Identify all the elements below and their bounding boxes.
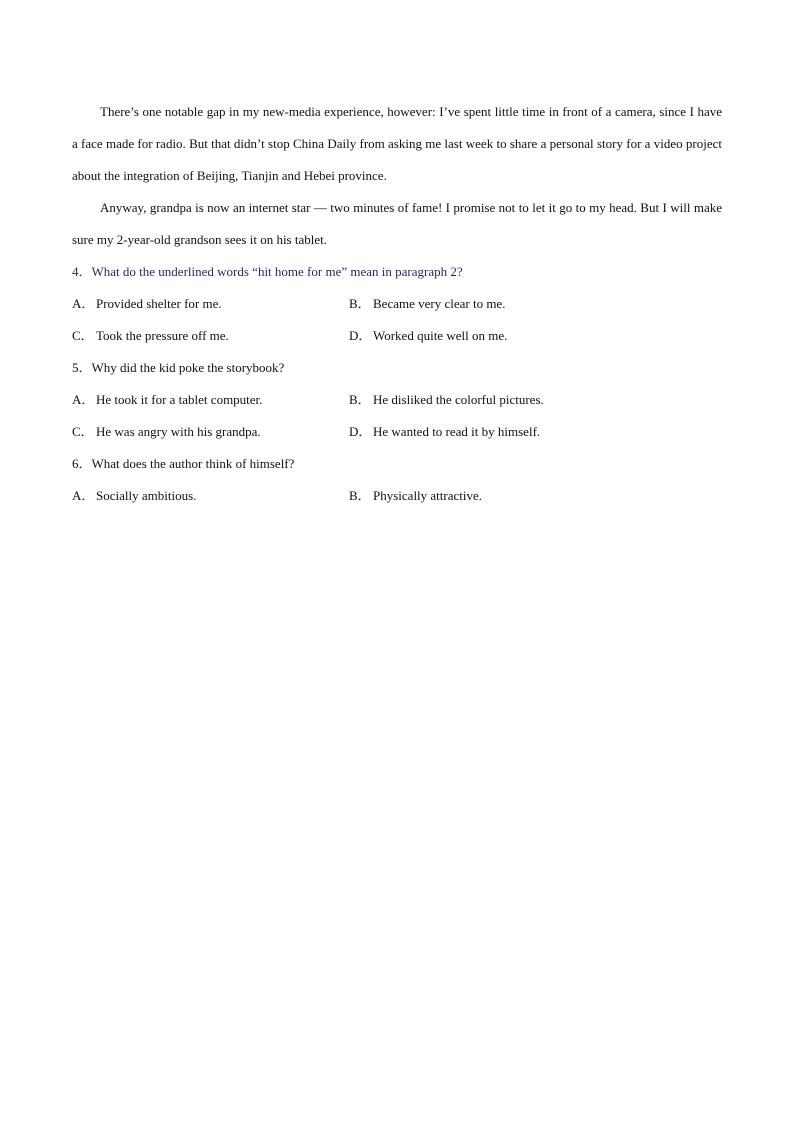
option-text: Physically attractive.: [373, 488, 483, 503]
question-number: 6．: [72, 456, 92, 471]
option-text: He wanted to read it by himself.: [373, 424, 541, 439]
option-d[interactable]: [349, 416, 626, 448]
option-a[interactable]: [72, 480, 349, 512]
option-letter: B．: [349, 392, 371, 407]
option-text: Provided shelter for me.: [96, 296, 222, 311]
option-text: Worked quite well on me.: [373, 328, 508, 343]
question-number: 5．: [72, 360, 92, 375]
option-b[interactable]: [349, 480, 626, 512]
document-page: [72, 96, 722, 512]
option-letter: D．: [349, 328, 372, 343]
question-text: What do the underlined words “hit home for me” mean in paragraph 2?: [91, 264, 463, 279]
option-a[interactable]: [72, 384, 349, 416]
option-text: He was angry with his grandpa.: [96, 424, 261, 439]
question-5: [72, 352, 722, 384]
option-text: He disliked the colorful pictures.: [373, 392, 544, 407]
option-text: Took the pressure off me.: [96, 328, 229, 343]
options-row: [72, 384, 722, 416]
option-b[interactable]: [349, 384, 626, 416]
option-d[interactable]: [349, 320, 626, 352]
option-text: He took it for a tablet computer.: [96, 392, 263, 407]
question-number: 4．: [72, 264, 92, 279]
options-row: [72, 320, 722, 352]
option-letter: B．: [349, 296, 371, 311]
option-text: Socially ambitious.: [96, 488, 197, 503]
option-text: Became very clear to me.: [373, 296, 506, 311]
option-c[interactable]: [72, 416, 349, 448]
question-text: What does the author think of himself?: [91, 456, 295, 471]
option-letter: A．: [72, 392, 95, 407]
passage-paragraph-2: Anyway, grandpa is now an internet star — two minutes of fame! I promise not to let it go to my head. But I will make sure my 2-year-old grandson sees it on his tablet.: [72, 200, 722, 247]
options-row: [72, 416, 722, 448]
options-row: [72, 288, 722, 320]
option-letter: C．: [72, 328, 94, 343]
question-4: [72, 256, 722, 288]
passage-paragraph-1: There’s one notable gap in my new-media experience, however: I’ve spent little time in front of a camera, since I have a face made for radio. But that didn’t stop China Daily from asking me last week to share a personal story for a video project about the integration of Beijing, Tianjin and Hebei province.: [72, 104, 722, 183]
option-letter: C．: [72, 424, 94, 439]
option-letter: A．: [72, 296, 95, 311]
question-6: [72, 448, 722, 480]
options-row: [72, 480, 722, 512]
option-letter: D．: [349, 424, 372, 439]
option-c[interactable]: [72, 320, 349, 352]
question-text: Why did the kid poke the storybook?: [91, 360, 285, 375]
option-b[interactable]: [349, 288, 626, 320]
option-letter: B．: [349, 488, 371, 503]
option-a[interactable]: [72, 288, 349, 320]
option-letter: A．: [72, 488, 95, 503]
